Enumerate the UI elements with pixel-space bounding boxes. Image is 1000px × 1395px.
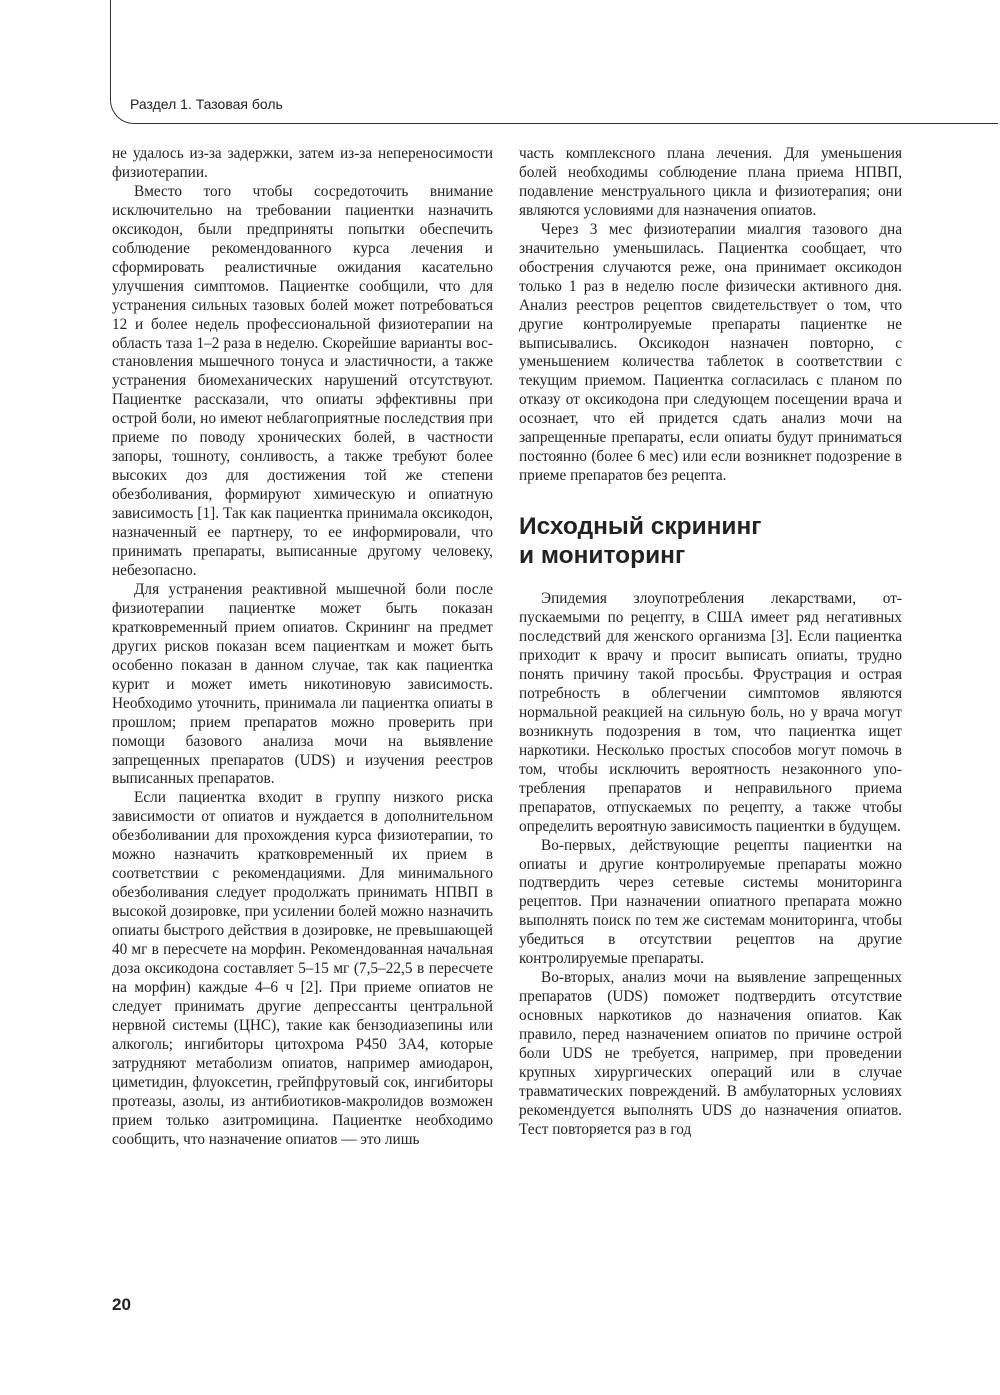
right-paragraph-5: Во-вторых, анализ мочи на выявление запрещенных препаратов (UDS) поможет подтвердить отсутствие основных наркотиков до назначения опиатов. Как правило, перед назначением опиатов по причине острой боли UDS не требуется, например, при проведении крупных хирургических операций или в случае травматических повреждений. В амбулаторных условиях рекомендуется выполнять UDS до назначения опиатов. Тест повторяется раз в год [519,969,902,1138]
left-column [112,145,493,1150]
right-paragraph-2: Через 3 мес физиотерапии миалгия тазового дна значительно уменьшилась. Пациентка сообщает, что обострения случаются реже, она принимает оксикодон только 1 раз в неделю после физически активного дня. Анализ реестров рецептов свидетельствует о том, что другие контролируемые препараты пациентке не выписывались. Оксикодон назначен повторно, с уменьшением количества таблеток в соответствии с текущим приемом. Пациентка согласилась с планом по отказу от оксикодона при следующем посещении врача и осознает, что ей придется сдать анализ мочи на запрещенные препараты, если опиаты будут приниматься постоянно (более 6 мес) или если возникнет подозрение в приеме препаратов без рецепта. [519,220,902,485]
right-column [519,145,902,1140]
left-paragraph-1: не удалось из-за задержки, затем из-за непереносимости физиотерапии. [112,145,493,181]
page-number: 20 [112,1295,131,1314]
left-paragraph-2: Вместо того чтобы сосредоточить внимание исключительно на требовании пациентки назначить оксикодон, были предприняты попытки обеспечить соблюдение рекомендованного курса лечения и сформировать реалистичные ожидания касательно улучшения симптомов. Пациентке сообщили, что для устранения сильных тазовых болей может потребоваться 12 и более недель профессиональной физиотерапии на область таза 1–2 раза в неделю. Скорейшие варианты восстановления мышечного тонуса и эластичности, а также устранения биомеханических нарушений отсутствуют. Пациентке рассказали, что опиаты эффективны при острой боли, но имеют неблагоприятные последствия при приеме по поводу хронических болей, в частности запоры, тошноту, сонливость, а также требуют более высоких доз для достижения той же степени обезболивания, формируют химическую и опиатную зависимость [1]. Так как пациентка принимала оксикодон, назначенный ее партнеру, то ее информировали, что принимать препараты, выписанные другому человеку, небезопасно. [112,182,493,579]
left-paragraph-4: Если пациентка входит в группу низкого риска зависимости от опиатов и нуждается в дополнительном обезболивании для прохождения курса физиотерапии, то можно назначить кратковременный их прием в соответствии с рекомендациями. Для минимального обезболивания следует продолжать принимать НПВП в высокой дозировке, при усилении болей можно назначить опиаты быстрого действия в дозировке, не превышающей 40 мг в пересчете на морфин. Рекомендованная начальная доза оксикодона составляет 5–15 мг (7,5–22,5 в пересчете на морфин) каждые 4–6 ч [2]. При приеме опиатов не следует принимать другие депрессанты центральной нервной системы (ЦНС), такие как бензодиазепины или алкоголь; ингибиторы цитохрома P450 3A4, которые затрудняют метаболизм опиатов, например амиодарон, циметидин, флуоксетин, грейпфрутовый сок, ингибиторы протеазы, азолы, из антибиотиков-макролидов возможен прием только азитромицина. Пациентке необходимо сообщить, что назначение опиатов — это лишь [112,789,493,1148]
right-paragraph-1: часть комплексного плана лечения. Для уменьшения болей необходимы соблюдение плана приема НПВП, подавление менструального цикла и физиотерапия; они являются условиями для назначения опиатов. [519,145,902,219]
left-paragraph-3: Для устранения реактивной мышечной боли после физиотерапии пациентке может быть показан кратковременный прием опиатов. Скрининг на предмет других рисков показан всем пациенткам и может быть особенно показан в данном случае, так как пациентка курит и может иметь никотиновую зависимость. Необходимо уточнить, принимала ли пациентка опиаты в прошлом; прием препаратов можно проверить при помощи базового анализа мочи на выявление запрещенных препаратов (UDS) и изучения реестров выписанных препаратов. [112,580,493,788]
section-heading [519,512,902,570]
right-paragraph-4: Во-первых, действующие рецепты пациентки на опиаты и другие контролируемые препараты можно подтвердить через сетевые системы мониторинга рецептов. При назначении опиатного препарата можно выполнять поиск по тем же системам мониторинга, чтобы убедиться в отсутствии рецептов на другие контролируемые препараты. [519,836,902,968]
right-paragraph-3: Эпидемия злоупотребления лекарствами, отпускаемыми по рецепту, в США имеет ряд негативных последствий для женского организма [3]. Если пациентка приходит к врачу и просит выписать опиаты, трудно понять причину такой просьбы. Фрустрация и острая потребность в облегчении симптомов являются нормальной реакцией на сильную боль, но у врача могут возникнуть подозрения в том, что пациентка ищет наркотики. Несколько простых способов могут помочь в том, чтобы исключить вероятность незаконного употребления препаратов и неправильного приема препаратов, отпускаемых по рецепту, а также чтобы определить вероятную зависимость пациентки в будущем. [519,590,902,835]
running-head: Раздел 1. Тазовая боль [130,96,283,112]
section-heading-line-2: и мониторинг [519,542,686,570]
section-heading-line-1: Исходный скрининг [519,513,762,541]
